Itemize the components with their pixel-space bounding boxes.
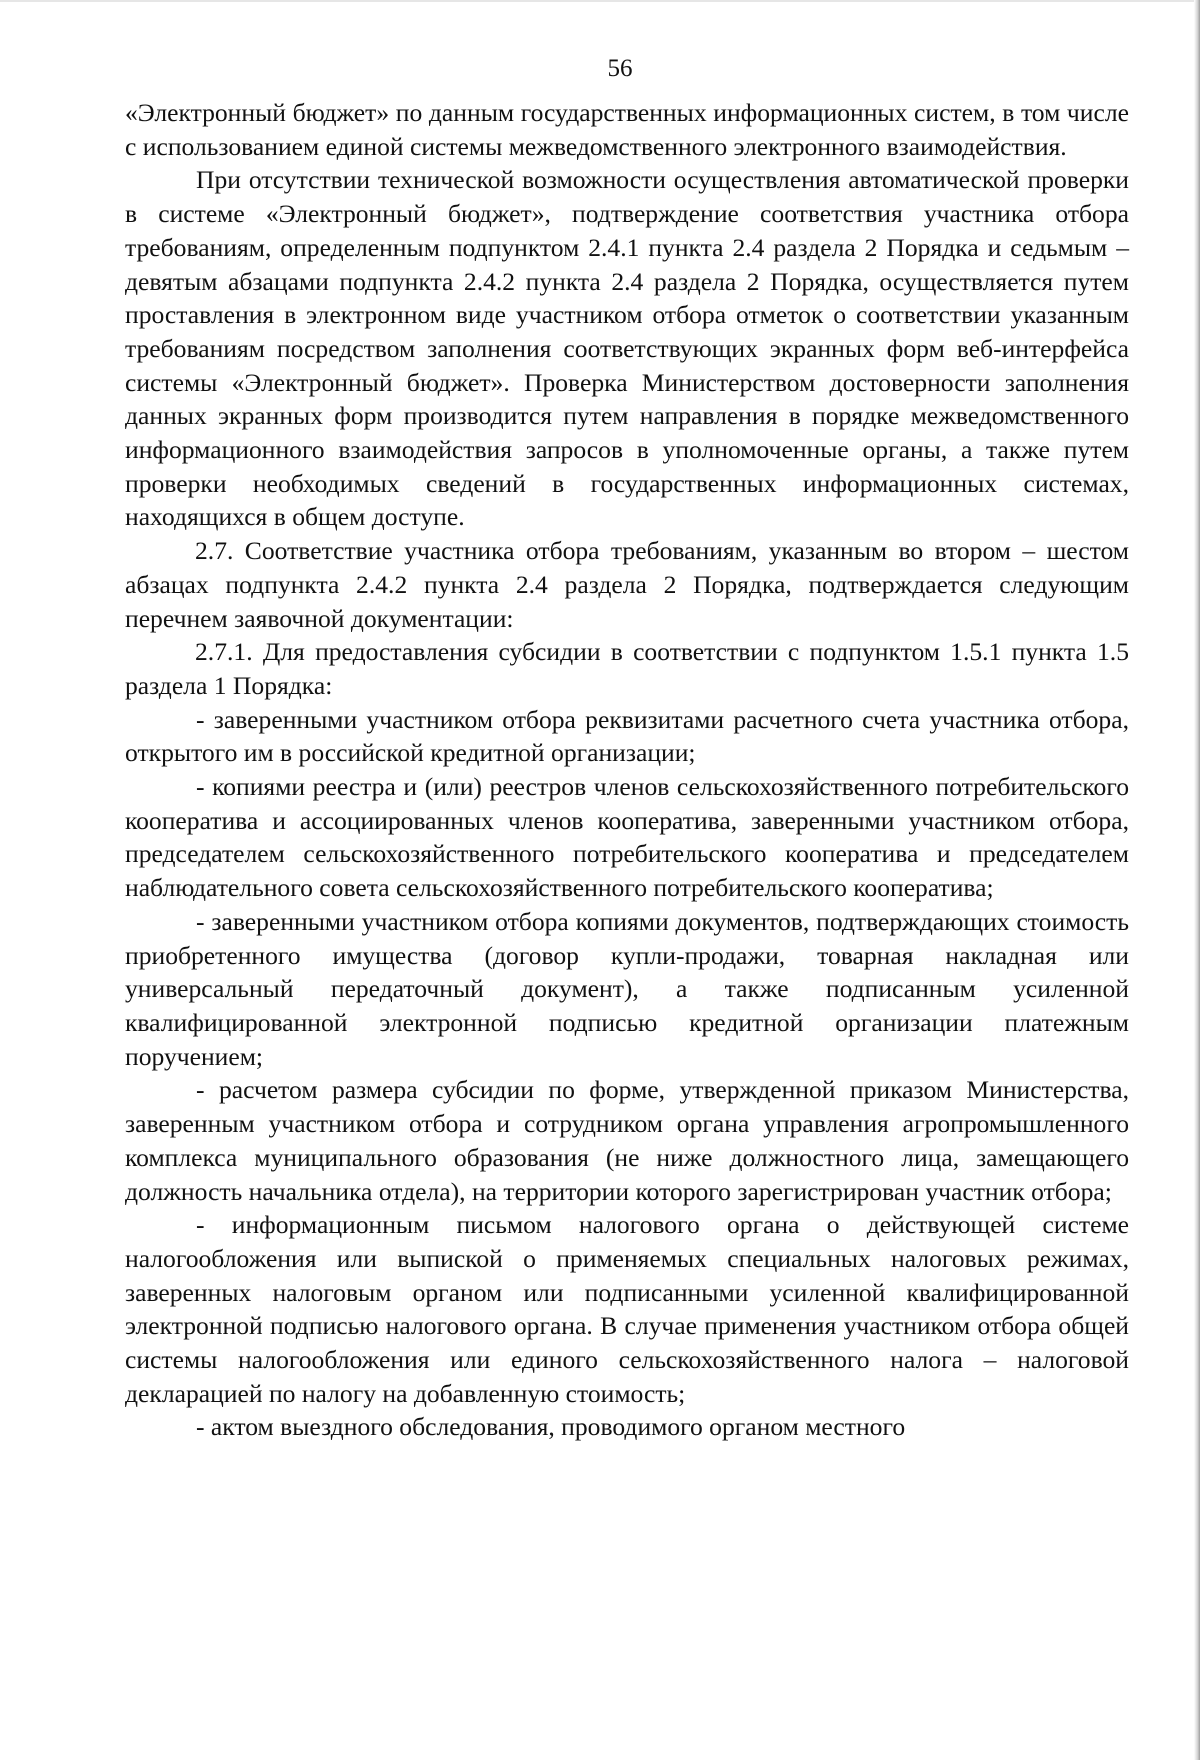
scan-right-edge — [1194, 0, 1200, 1760]
paragraph-technical-possibility: При отсутствии технической возможности осуществления автоматической проверки в системе «Электронный бюджет», подтверждение соответствия участника отбора требованиям, определенным подпунктом 2.4.1 пункта 2.4 раздела 2 Порядка и седьмым – девятым абзацами подпункта 2.4.2 пункта 2.4 раздела 2 Порядка, осуществляется путем проставления в электронном виде участником отбора отметок о соответствии указанным требованиям посредством заполнения соответствующих экранных форм веб-интерфейса системы «Электронный бюджет». Проверка Министерством достоверности заполнения данных экранных форм производится путем направления в порядке межведомственного информационного взаимодействия запросов в уполномоченные органы, а также путем проверки необходимых сведений в государственных информационных системах, находящихся в общем доступе. — [125, 165, 1129, 532]
document-body — [125, 96, 1129, 1444]
scan-top-edge — [0, 0, 1200, 2]
list-item-purchase-documents: - заверенными участником отбора копиями документов, подтверждающих стоимость приобретенного имущества (договор купли-продажи, товарная накладная или универсальный передаточный документ), а также подписанным усиленной квалифицированной электронной подписью кредитной организации платежным поручением; — [125, 906, 1129, 1071]
list-item-subsidy-calculation: - расчетом размера субсидии по форме, утвержденной приказом Министерства, заверенным участником отбора и сотрудником органа управления агропромышленного комплекса муниципального образования (не ниже должностного лица, замещающего должность начальника отдела), на территории которого зарегистрирован участник отбора; — [125, 1075, 1129, 1206]
list-item-tax-authority-letter: - информационным письмом налогового органа о действующей системе налогообложения или выпиской о применяемых специальных налоговых режимах, заверенных налоговым органом или подписанными усиленной квалифицированной электронной подписью налогового органа. В случае применения участником отбора общей системы налогообложения или единого сельскохозяйственного налога – налоговой декларацией по налогу на добавленную стоимость; — [125, 1210, 1129, 1408]
list-item-member-registry-copies: - копиями реестра и (или) реестров членов сельскохозяйственного потребительского кооператива и ассоциированных членов кооператива, заверенными участником отбора, председателем сельскохозяйственного потребительского кооператива и председателем наблюдательного совета сельскохозяйственного потребительского кооператива; — [125, 772, 1129, 903]
paragraph-electronic-budget-continuation: «Электронный бюджет» по данным государственных информационных систем, в том числе с использованием единой системы межведомственного электронного взаимодействия. — [125, 98, 1129, 161]
page-number: 56 — [607, 55, 633, 82]
paragraph-2-7-1: 2.7.1. Для предоставления субсидии в соответствии с подпунктом 1.5.1 пункта 1.5 раздела 1 Порядка: — [125, 637, 1129, 700]
paragraph-2-7: 2.7. Соответствие участника отбора требованиям, указанным во втором – шестом абзацах подпункта 2.4.2 пункта 2.4 раздела 2 Порядка, подтверждается следующим перечнем заявочной документации: — [125, 536, 1129, 633]
list-item-bank-account-details: - заверенными участником отбора реквизитами расчетного счета участника отбора, открытого им в российской кредитной организации; — [125, 704, 1129, 768]
list-item-inspection-act: - актом выездного обследования, проводимого органом местного — [196, 1412, 906, 1442]
